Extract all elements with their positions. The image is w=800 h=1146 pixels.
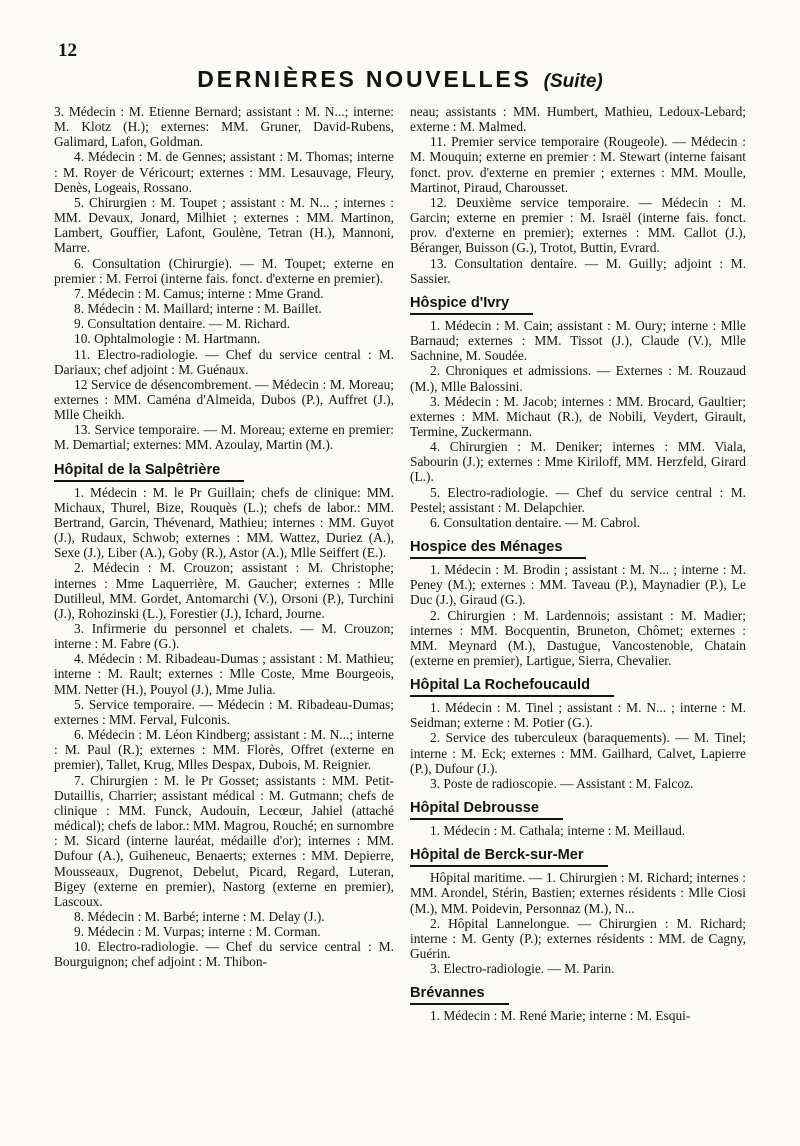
entry-paragraph: 13. Consultation dentaire. — M. Guilly; adjoint : M. Sassier.	[410, 255, 746, 286]
title-main: DERNIÈRES NOUVELLES	[197, 66, 532, 92]
entry-paragraph: 12 Service de désencombrement. — Médecin : M. Moreau; externes : MM. Caména d'Almeida, Dubos (P.), Auffret (J.), Mlle Cheikh.	[54, 376, 394, 423]
entry-paragraph: 10. Electro-radiologie. — Chef du service central : M. Bourguignon; chef adjoint : M. Thibon-	[54, 939, 394, 970]
entry-paragraph: neau; assistants : MM. Humbert, Mathieu, Ledoux-Lebard; externe : M. Malmed.	[410, 104, 746, 135]
entry-paragraph: 2. Hôpital Lannelongue. — Chirurgien : M. Richard; interne : M. Genty (P.); externes résidents : MM. de Cagny, Guérin.	[410, 915, 746, 962]
right-column	[410, 104, 746, 1024]
section-heading-text: Hôspice d'Ivry	[410, 294, 533, 315]
entry-paragraph: 7. Médecin : M. Camus; interne : Mme Grand.	[74, 285, 324, 301]
entry-paragraph: 6. Médecin : M. Léon Kindberg; assistant : M. N...; interne : M. Paul (R.); externes : MM. Florès, Offret (externe en premier), Tallet, Krug, Mlles Despax, Dubois, M. Reignier.	[54, 727, 394, 773]
section-heading	[410, 676, 746, 697]
entry-paragraph: 4. Médecin : M. Ribadeau-Dumas ; assistant : M. Mathieu; interne : M. Rault; externes : Mlle Coste, Mme Bourgeois, MM. Netter (H.), Pouyol (J.), Mme Julia.	[54, 651, 394, 697]
entry-paragraph: 1. Médecin : M. le Pr Guillain; chefs de clinique: MM. Michaux, Thurel, Bize, Rouquès (L.); chefs de labor.: MM. Bertrand, Garcin, Thévenard, Mathieu; internes : MM. Guyot (J.), Rudaux, Schwob; externes : MM. Wattez, Duriez (A.), Sexe (J.), Liber (A.), Goby (R.), Astor (A.), Mlle Seiffert (E.).	[54, 484, 394, 561]
section-heading	[410, 799, 746, 820]
entry-paragraph: 10. Ophtalmologie : M. Hartmann.	[74, 331, 261, 347]
page-number: 12	[58, 40, 77, 61]
entry-paragraph: 8. Médecin : M. Barbé; interne : M. Delay (J.).	[74, 908, 325, 924]
section-heading-text: Hôpital Debrousse	[410, 799, 563, 820]
entry-paragraph: 11. Electro-radiologie. — Chef du service central : M. Dariaux; chef adjoint : M. Guénaux.	[54, 346, 394, 377]
entry-paragraph: 7. Chirurgien : M. le Pr Gosset; assistants : MM. Petit-Dutaillis, Charrier; assistant médical : M. Gutmann; chefs de clinique : MM. Funck, Audouin, Lecœur, Jahiel (attaché médical); chefs de labor.: MM. Magrou, Rouché; en surnombre : M. Sicard (interne lauréat, médaille d'or); internes : MM. Dufour (A.), Guiheneuc, Benaerts; externes : MM. Depierre, Mousseaux, Dugrenot, Debelut, Picard, Regard, Luteran, Bigey (externe en premier), Nastorg (externe en premier), Lascoux.	[54, 772, 394, 909]
entry-paragraph: 1. Médecin : M. Brodin ; assistant : M. N... ; interne : M. Peney (M.); externes : MM. Taveau (P.), Maynadier (P.), Le Duc (J.), Giraud (G.).	[410, 562, 746, 608]
section-heading	[410, 294, 746, 315]
entry-paragraph: 5. Chirurgien : M. Toupet ; assistant : M. N... ; internes : MM. Devaux, Jonard, Milhiet ; externes : MM. Martinon, Lambert, Gouffier, Lafont, Goulène, Tetran (H.), Mannoni, Marre.	[54, 194, 394, 256]
entry-paragraph: 2. Médecin : M. Crouzon; assistant : M. Christophe; internes : Mme Laquerrière, M. Gaucher; externes : Mlle Dutilleul, MM. Gordet, Antomarchi (V.), Orsoni (P.), Turchini (J.), Rohozinski (L.), Forestier (J.), Ichard, Journe.	[54, 560, 394, 621]
section-heading	[54, 461, 394, 482]
entry-paragraph: 1. Médecin : M. René Marie; interne : M. Esqui-	[430, 1008, 691, 1024]
entry-paragraph: 2. Chirurgien : M. Lardennois; assistant : M. Madier; internes : MM. Bocquentin, Bruneton, Chômet; externes : MM. Meynard (M.), Dastugue, Vancostenoble, Chatain (externe en premier), Lartigue, Sierra, Chevalier.	[410, 607, 746, 668]
entry-paragraph: 8. Médecin : M. Maillard; interne : M. Baillet.	[74, 301, 322, 317]
entry-paragraph: 9. Consultation dentaire. — M. Richard.	[74, 316, 291, 332]
section-heading	[410, 984, 746, 1005]
entry-paragraph: 4. Chirurgien : M. Deniker; internes : MM. Viala, Sabourin (J.); externes : Mme Kiriloff, MM. Herzfeld, Girard (L.).	[410, 439, 746, 485]
section-heading-text: Hospice des Ménages	[410, 538, 586, 559]
entry-paragraph: 4. Médecin : M. de Gennes; assistant : M. Thomas; interne : M. Royer de Véricourt; externes : MM. Lesauvage, Fleury, Denès, Logeais, Rossano.	[54, 149, 394, 195]
entry-paragraph: 3. Médecin : M. Etienne Bernard; assistant : M. N...; interne: M. Klotz (H.); externes: MM. Gruner, David-Rubens, Galimard, Lafon, Goldman.	[54, 104, 394, 150]
entry-paragraph: Hôpital maritime. — 1. Chirurgien : M. Richard; internes : MM. Arondel, Stérin, Bastien; externes résidents : Mlle Ciosi (M.), MM. Poidevin, Personnaz (M.), N...	[410, 870, 746, 916]
left-column	[54, 104, 394, 970]
entry-paragraph: 13. Service temporaire. — M. Moreau; externe en premier: M. Demartial; externes: MM. Azoulay, Martin (M.).	[54, 422, 394, 453]
section-heading-text: Hôpital de la Salpêtrière	[54, 461, 244, 482]
entry-paragraph: 2. Chroniques et admissions. — Externes : M. Rouzaud (M.), Mlle Balossini.	[410, 363, 746, 394]
entry-paragraph: 3. Electro-radiologie. — M. Parin.	[430, 961, 615, 977]
entry-paragraph: 3. Médecin : M. Jacob; internes : MM. Brocard, Gaultier; externes : MM. Michaut (R.), de Nobili, Veydert, Girault, Termine, Zuckermann.	[410, 393, 746, 439]
entry-paragraph: 9. Médecin : M. Vurpas; interne : M. Corman.	[74, 924, 321, 940]
entry-paragraph: 12. Deuxième service temporaire. — Médecin : M. Garcin; externe en premier : M. Israël (interne fais. fonct. prov. d'externe en premier); externes : MM. Callot (J.), Béranger, Buisson (G.), Trotot, Buttin, Evrard.	[410, 194, 746, 256]
section-heading-text: Brévannes	[410, 984, 509, 1005]
entry-paragraph: 6. Consultation dentaire. — M. Cabrol.	[430, 514, 641, 530]
section-heading-text: Hôpital de Berck-sur-Mer	[410, 846, 608, 867]
entry-paragraph: 2. Service des tuberculeux (baraquements). — M. Tinel; interne : M. Eck; externes : MM. Gailhard, Calvet, Lapierre (P.), Dufour (J.).	[410, 730, 746, 776]
entry-paragraph: 3. Poste de radioscopie. — Assistant : M. Falcoz.	[430, 775, 694, 791]
section-heading	[410, 846, 746, 867]
page-title	[0, 66, 800, 93]
entry-paragraph: 5. Electro-radiologie. — Chef du service central : M. Pestel; assistant : M. Delapchier.	[410, 484, 746, 515]
section-heading-text: Hôpital La Rochefoucauld	[410, 676, 614, 697]
section-heading	[410, 538, 746, 559]
entry-paragraph: 11. Premier service temporaire (Rougeole). — Médecin : M. Mouquin; externe en premier : M. Stewart (interne faisant fonct. prov. d'externe en premier ; externes : MM. Moulle, Martinot, Piraud, Charousset.	[410, 134, 746, 195]
entry-paragraph: 5. Service temporaire. — Médecin : M. Ribadeau-Dumas; externes : MM. Ferval, Fulconis.	[54, 696, 394, 727]
entry-paragraph: 1. Médecin : M. Cain; assistant : M. Oury; interne : Mlle Barnaud; externes : MM. Tissot (J.), Claude (V.), Mlle Sachnine, M. Soudée.	[410, 317, 746, 364]
entry-paragraph: 1. Médecin : M. Tinel ; assistant : M. N... ; interne : M. Seidman; externe : M. Potier (G.).	[410, 700, 746, 731]
entry-paragraph: 6. Consultation (Chirurgie). — M. Toupet; externe en premier : M. Ferroi (interne fais. fonct. d'externe en premier).	[54, 255, 394, 286]
entry-paragraph: 3. Infirmerie du personnel et chalets. — M. Crouzon; interne : M. Fabre (G.).	[54, 621, 394, 652]
entry-paragraph: 1. Médecin : M. Cathala; interne : M. Meillaud.	[430, 823, 686, 839]
title-suffix: (Suite)	[543, 71, 603, 92]
